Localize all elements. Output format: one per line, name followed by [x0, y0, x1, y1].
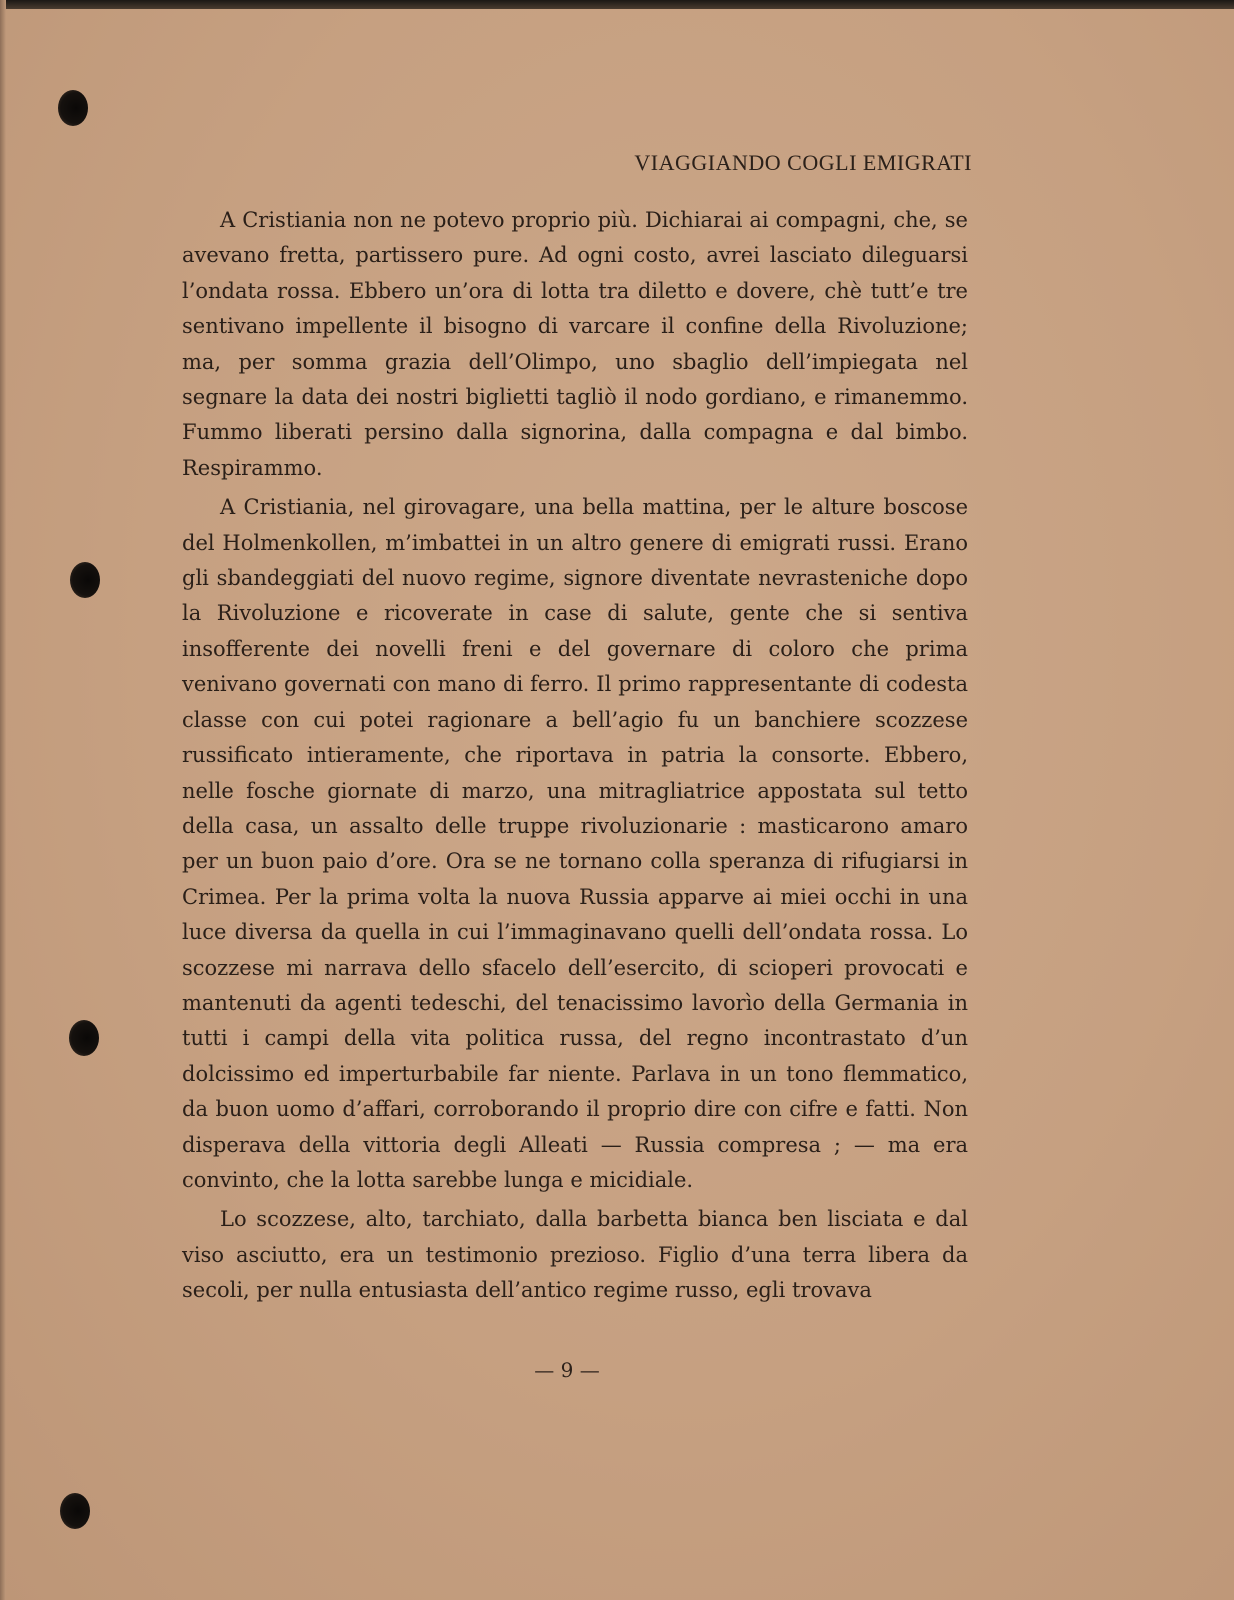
paragraph: A Cristiania, nel girovagare, una bella mattina, per le alture boscose del Holmenkollen, m’imbattei in un altro genere di emigrati russi. Erano gli sbandeggiati del nuovo regime, signore diventate nevrasteniche dopo la Rivoluzione e ricoverate in case di salute, gente che si sentiva insofferente dei novelli freni e del governare di coloro che prima venivano governati con mano di ferro. Il primo rappresentante di codesta classe con cui potei ragionare a bell’agio fu un banchiere scozzese russificato intieramente, che riportava in patria la consorte. Ebbero, nelle fosche giornate di marzo, una mitragliatrice appostata sul tetto della casa, un assalto delle truppe rivoluzionarie : masticarono amaro per un buon paio d’ore. Ora se ne tornano colla speranza di rifugiarsi in Crimea. Per la prima volta la nuova Russia apparve ai miei occhi in una luce diversa da quella in cui l’immaginavano quelli dell’ondata rossa. Lo scozzese mi narrava dello sfacelo dell’esercito, di scioperi provocati e mantenuti da agenti tedeschi, del tenacissimo lavorìo della Germania in tutti i campi della vita politica russa, del regno incontrastato d’un dolcissimo ed imperturbabile far niente. Parlava in un tono flemmatico, da buon uomo d’affari, corroborando il proprio dire con cifre e fatti. Non disperava della vittoria degli Alleati — Russia compresa ; — ma era convinto, che la lotta sarebbe lunga e micidiale. [182, 495, 968, 1192]
body-text [182, 203, 968, 1309]
page-number: — 9 — [534, 1358, 600, 1382]
paragraph: A Cristiania non ne potevo proprio più. Dichiarai ai compagni, che, se avevano fretta, partissero pure. Ad ogni costo, avrei lasciato dileguarsi l’ondata rossa. Ebbero un’ora di lotta tra diletto e dovere, chè tutt’e tre sentivano impellente il bisogno di varcare il confine della Rivoluzione; ma, per somma grazia dell’Olimpo, uno sbaglio dell’impiegata nel segnare la data dei nostri biglietti tagliò il nodo gordiano, e rimanemmo. Fummo liberati persino dalla signorina, dalla compagna e dal bimbo. Respirammo. [182, 208, 968, 480]
binder-hole [69, 1020, 99, 1056]
binder-hole [70, 562, 100, 598]
binder-hole [58, 90, 88, 126]
paragraph: Lo scozzese, alto, tarchiato, dalla barbetta bianca ben lisciata e dal viso asciutto, era un testimonio prezioso. Figlio d’una terra libera da secoli, per nulla entusiasta dell’antico regime russo, egli trovava [182, 1207, 968, 1303]
running-head: VIAGGIANDO COGLI EMIGRATI [634, 150, 972, 175]
binder-hole [60, 1493, 90, 1529]
page-top-edge [0, 0, 1234, 9]
